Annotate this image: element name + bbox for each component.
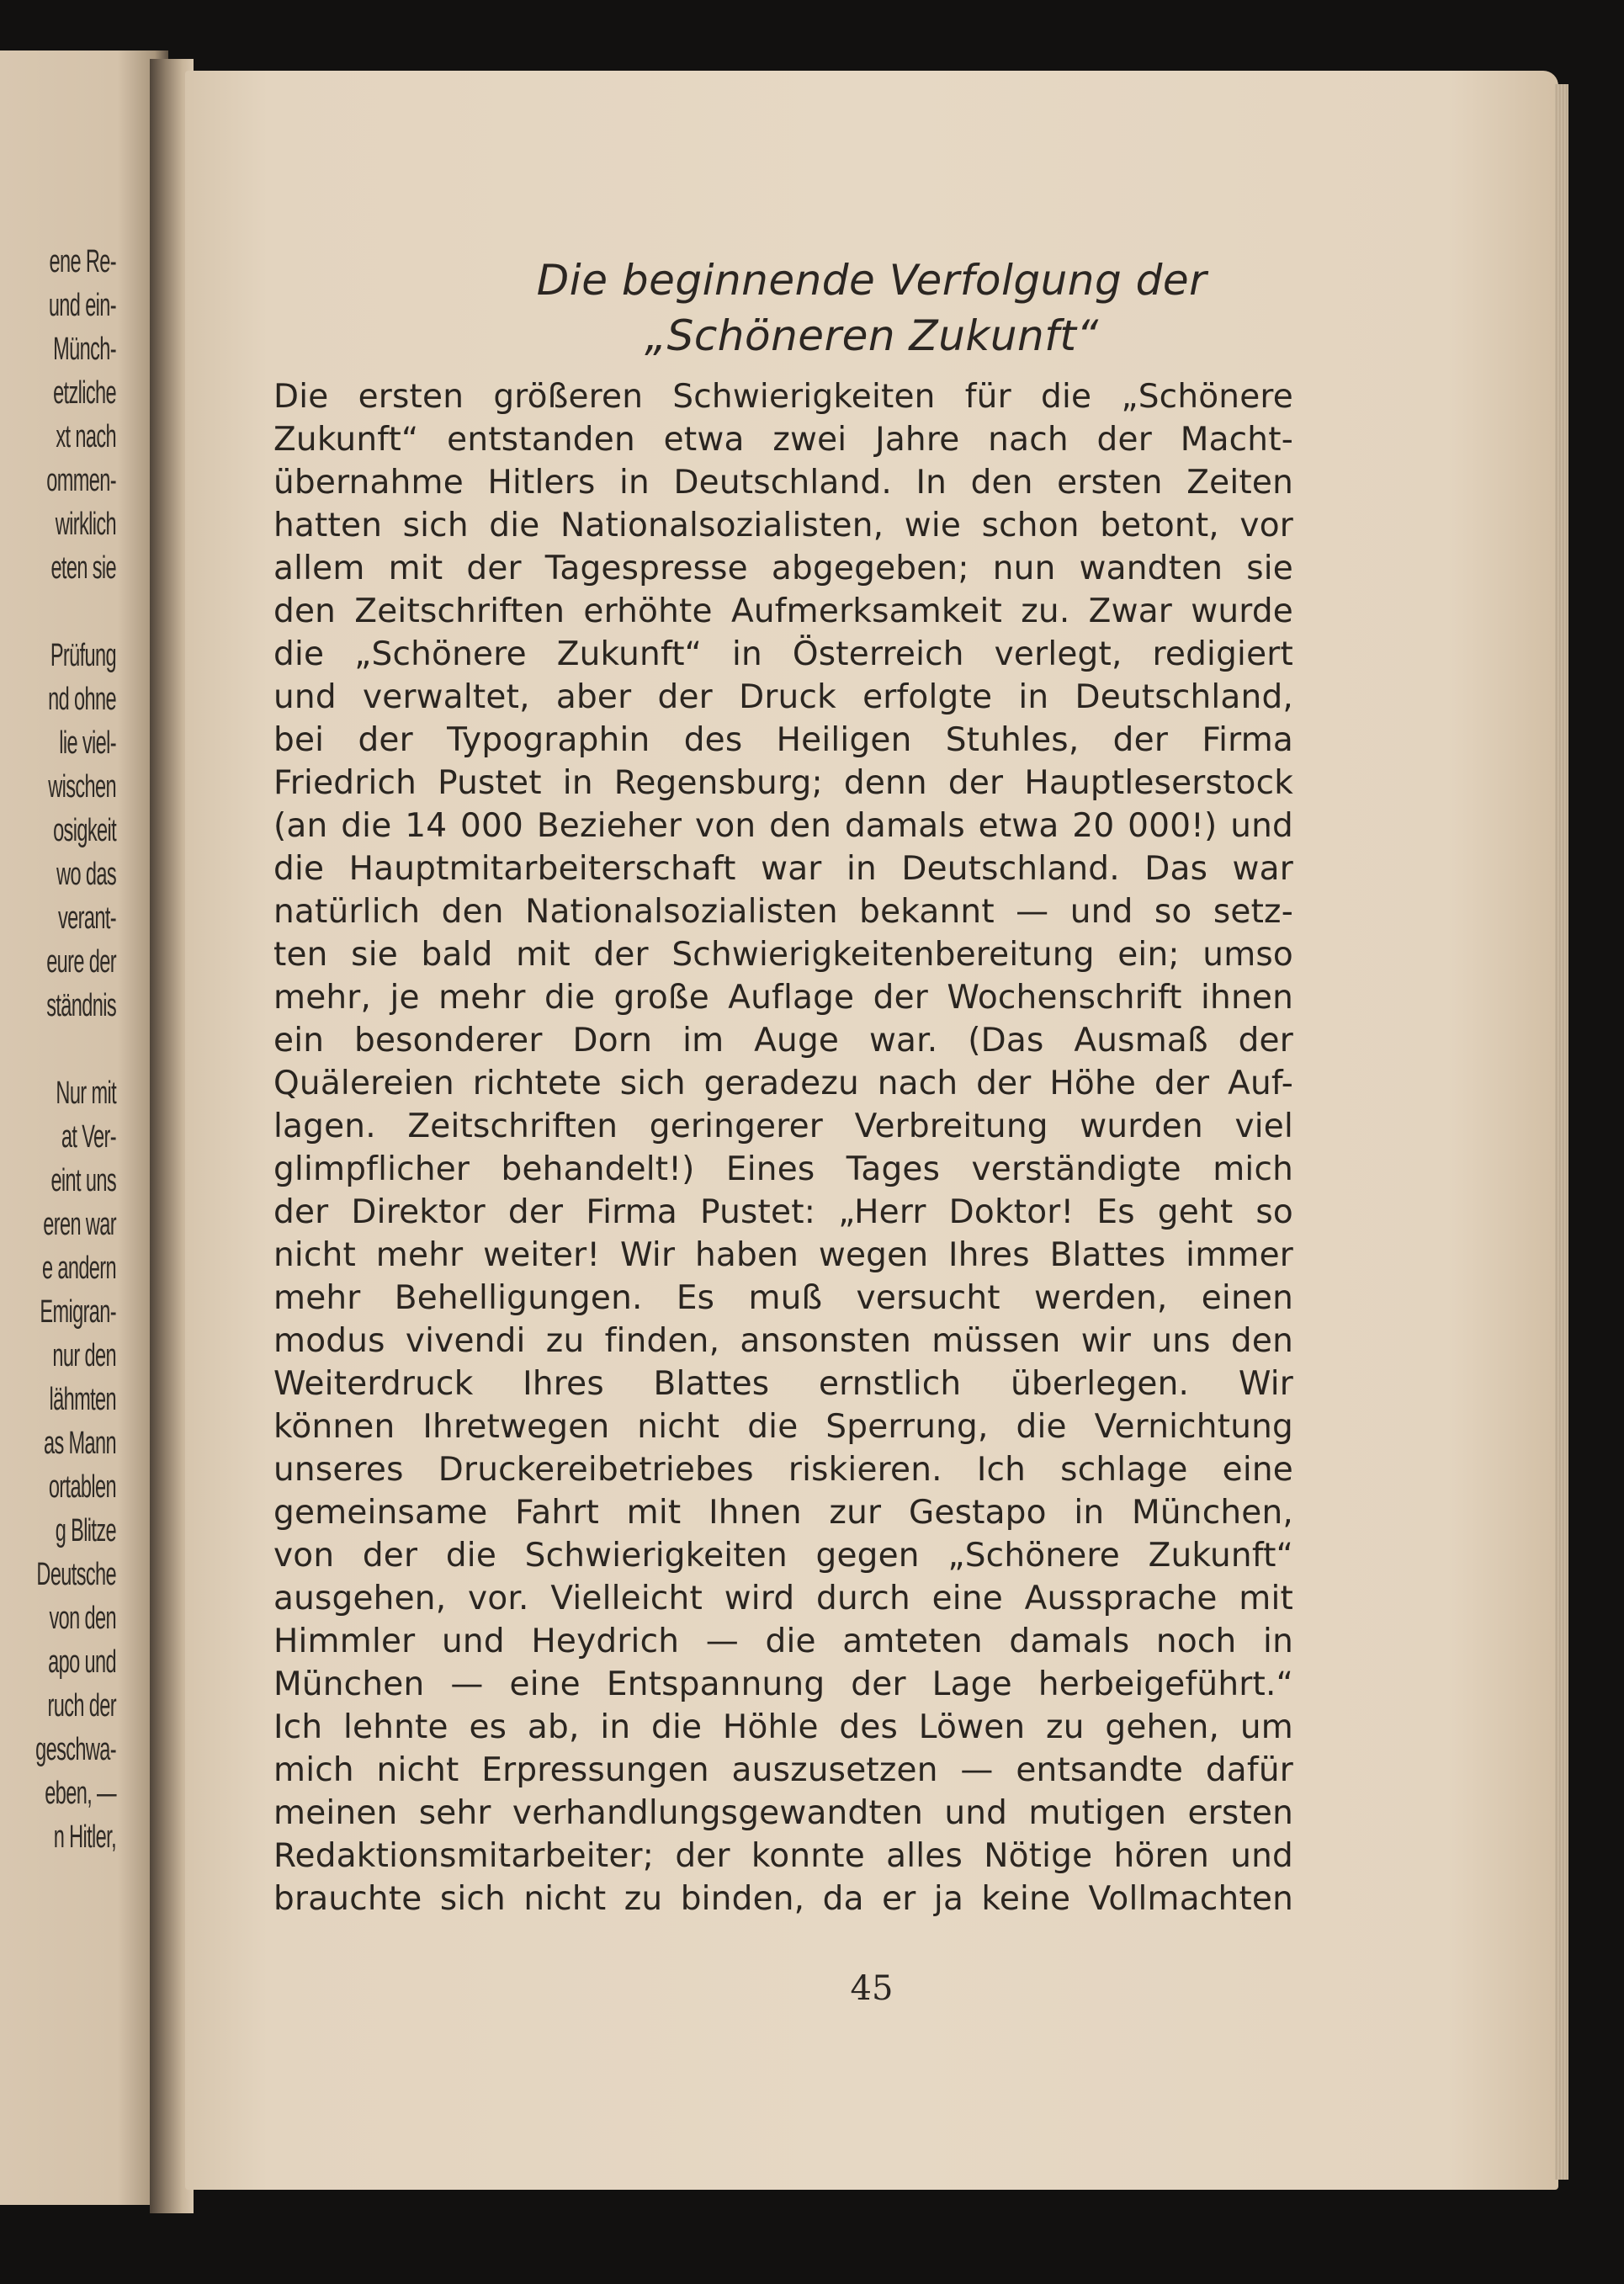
body-line: den Zeitschriften erhöhte Aufmerksamkeit zu. Zwar wurde: [273, 592, 1293, 630]
body-line: ausgehen, vor. Vielleicht wird durch eine Aussprache mit: [273, 1580, 1293, 1617]
left-page-fragment: und ein-: [48, 288, 117, 323]
left-page-fragment: Deutsche: [36, 1557, 116, 1592]
body-line: Himmler und Heydrich — die amteten damals noch in: [273, 1623, 1293, 1660]
left-page-fragment: Nur mit: [56, 1076, 116, 1111]
left-page-fragment: Prüfung: [50, 638, 116, 673]
body-line: bei der Typographin des Heiligen Stuhles, der Firma: [273, 721, 1293, 759]
body-line: Redaktionsmitarbeiter; der konnte alles Nötige hören und: [273, 1837, 1293, 1875]
left-page-fragment: apo und: [48, 1644, 117, 1680]
left-page-fragment: xt nach: [56, 419, 116, 454]
left-page-fragment: osigkeit: [53, 813, 116, 848]
left-page-fragment: ommen-: [46, 463, 117, 498]
body-line: Zukunft“ entstanden etwa zwei Jahre nach der Macht-: [273, 421, 1293, 459]
left-page-fragment: eren war: [43, 1207, 116, 1242]
body-line: mehr Behelligungen. Es muß versucht werden, einen: [273, 1279, 1293, 1317]
chapter-heading-line-2: „Schöneren Zukunft“: [645, 311, 1099, 360]
body-line: können Ihretwegen nicht die Sperrung, die Vernichtung: [273, 1408, 1293, 1446]
body-line: unseres Druckereibetriebes riskieren. Ich schlage eine: [273, 1451, 1293, 1489]
chapter-heading-line-1: Die beginnende Verfolgung der: [536, 256, 1207, 305]
body-line: natürlich den Nationalsozialisten bekannt — und so setz-: [273, 893, 1293, 931]
left-page-fragment: at Ver-: [61, 1119, 116, 1155]
body-line: mehr, je mehr die große Auflage der Wochenschrift ihnen: [273, 979, 1293, 1017]
left-page-fragment: eten sie: [50, 550, 116, 586]
left-page-fragment: as Mann: [43, 1426, 116, 1461]
left-page-fragment: nd ohne: [48, 682, 117, 717]
left-page-fragment: Emigran-: [40, 1294, 116, 1330]
body-line: und verwaltet, aber der Druck erfolgte in Deutschland,: [273, 678, 1293, 716]
body-line: die Hauptmitarbeiterschaft war in Deutschland. Das war: [273, 850, 1293, 888]
left-page-fragment: [12, 1028, 116, 1071]
body-line: von der die Schwierigkeiten gegen „Schönere Zukunft“: [273, 1537, 1293, 1575]
body-line: meinen sehr verhandlungsgewandten und mutigen ersten: [273, 1794, 1293, 1832]
page-number: 45: [850, 1969, 894, 2008]
body-line: hatten sich die Nationalsozialisten, wie schon betont, vor: [273, 507, 1293, 544]
body-line: Ich lehnte es ab, in die Höhle des Löwen zu gehen, um: [273, 1708, 1293, 1746]
left-page-text-fragments: [12, 240, 116, 1859]
left-page-fragment: wischen: [48, 769, 116, 805]
body-line: ten sie bald mit der Schwierigkeitenbereitung ein; umso: [273, 936, 1293, 974]
body-line: lagen. Zeitschriften geringerer Verbreitung wurden viel: [273, 1107, 1293, 1145]
left-page-fragment: e andern: [41, 1251, 116, 1286]
left-page-fragment: wirklich: [55, 507, 116, 542]
page-edge: [1555, 84, 1568, 2180]
left-page-fragment: g Blitze: [55, 1513, 116, 1548]
left-page-fragment: lie viel-: [59, 725, 116, 761]
body-line: (an die 14 000 Bezieher von den damals etwa 20 000!) und: [273, 807, 1293, 845]
body-line: der Direktor der Firma Pustet: „Herr Doktor! Es geht so: [273, 1193, 1293, 1231]
body-line: gemeinsame Fahrt mit Ihnen zur Gestapo in München,: [273, 1494, 1293, 1532]
body-line: allem mit der Tagespresse abgegeben; nun wandten sie: [273, 550, 1293, 587]
left-page-fragment: von den: [49, 1601, 116, 1636]
left-page-fragment: [12, 590, 116, 634]
body-line: Friedrich Pustet in Regensburg; denn der Hauptleserstock: [273, 764, 1293, 802]
left-page-fragment: eben, —: [45, 1776, 116, 1811]
left-page-fragment: Münch-: [53, 332, 117, 367]
left-page-fragment: ständnis: [46, 988, 116, 1023]
body-text: [273, 375, 1293, 1920]
body-line: Die ersten größeren Schwierigkeiten für die „Schönere: [273, 378, 1293, 416]
body-line: nicht mehr weiter! Wir haben wegen Ihres Blattes immer: [273, 1236, 1293, 1274]
left-page-fragment: etzliche: [53, 375, 116, 411]
left-page-fragment: eint uns: [50, 1163, 116, 1198]
left-page-fragment: wo das: [56, 857, 116, 892]
left-page-fragment: nur den: [52, 1338, 117, 1373]
body-line: die „Schönere Zukunft“ in Österreich verlegt, redigiert: [273, 635, 1293, 673]
left-page-fragment: verant-: [58, 900, 116, 936]
left-page-fragment: ene Re-: [49, 244, 116, 279]
body-line: glimpflicher behandelt!) Eines Tages verständigte mich: [273, 1150, 1293, 1188]
body-line: München — eine Entspannung der Lage herbeigeführt.“: [273, 1665, 1293, 1703]
body-line: Quälereien richtete sich geradezu nach der Höhe der Auf-: [273, 1065, 1293, 1102]
body-line: mich nicht Erpressungen auszusetzen — entsandte dafür: [273, 1751, 1293, 1789]
body-line: modus vivendi zu finden, ansonsten müssen wir uns den: [273, 1322, 1293, 1360]
left-page-fragment: eure der: [46, 944, 116, 980]
left-page-fragment: n Hitler,: [53, 1819, 117, 1855]
body-line: brauchte sich nicht zu binden, da er ja keine Vollmachten: [273, 1880, 1293, 1918]
body-line: übernahme Hitlers in Deutschland. In den ersten Zeiten: [273, 464, 1293, 502]
body-line: ein besonderer Dorn im Auge war. (Das Ausmaß der: [273, 1022, 1293, 1060]
body-line: Weiterdruck Ihres Blattes ernstlich überlegen. Wir: [273, 1365, 1293, 1403]
left-facing-page: [0, 50, 168, 2205]
left-page-fragment: lähmten: [49, 1382, 116, 1417]
left-page-fragment: ruch der: [47, 1688, 117, 1724]
left-page-fragment: ortablen: [48, 1469, 117, 1505]
left-page-fragment: geschwa-: [35, 1732, 116, 1767]
